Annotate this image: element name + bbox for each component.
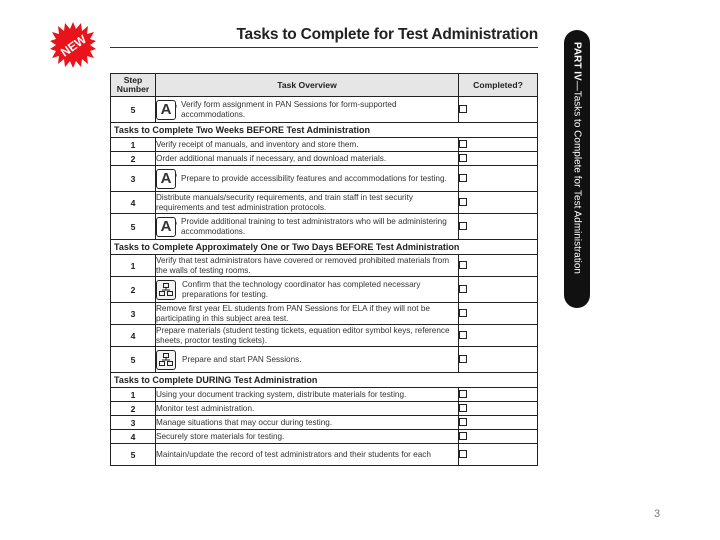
- section-title: Tasks to Complete Two Weeks BEFORE Test Administration: [111, 123, 538, 138]
- task-row: [111, 388, 538, 402]
- side-tab-title: —Tasks to Complete for Test Administration: [571, 80, 583, 274]
- technology-icon: [156, 280, 176, 300]
- task-row: [111, 430, 538, 444]
- completed-checkbox[interactable]: [459, 198, 467, 206]
- task-description: Prepare materials (student testing tickets, equation editor symbol keys, reference sheets, proctor testing tickets).: [156, 326, 450, 345]
- header-completed: Completed?: [459, 74, 538, 97]
- step-number: 1: [111, 255, 156, 277]
- step-number: 2: [111, 277, 156, 303]
- step-number: 4: [111, 430, 156, 444]
- step-number: 2: [111, 402, 156, 416]
- task-description: Using your document tracking system, distribute materials for testing.: [156, 389, 407, 399]
- step-number: 3: [111, 166, 156, 192]
- section-header-row: [111, 123, 538, 138]
- step-number: 4: [111, 325, 156, 347]
- side-tab-part: PART IV: [571, 42, 583, 81]
- task-row: [111, 444, 538, 466]
- completed-checkbox[interactable]: [459, 140, 467, 148]
- tasks-table: [110, 73, 538, 466]
- completed-checkbox[interactable]: [459, 309, 467, 317]
- header-step-number: Step Number: [111, 74, 156, 97]
- task-row: [111, 138, 538, 152]
- task-description: Maintain/update the record of test administrators and their students for each: [156, 449, 431, 459]
- step-number: 3: [111, 303, 156, 325]
- task-row: [111, 214, 538, 240]
- section-title: Tasks to Complete Approximately One or Two Days BEFORE Test Administration: [111, 240, 538, 255]
- section-title: Tasks to Complete DURING Test Administration: [111, 373, 538, 388]
- task-row: [111, 416, 538, 430]
- step-number: 5: [111, 97, 156, 123]
- accommodation-icon: A ))): [156, 169, 176, 189]
- task-description: Remove first year EL students from PAN Sessions for ELA if they will not be participating in this subject area test.: [156, 304, 430, 323]
- step-number: 5: [111, 214, 156, 240]
- task-description: Verify form assignment in PAN Sessions for form-supported accommodations.: [181, 100, 397, 119]
- task-description: Distribute manuals/security requirements, and train staff in test security requirements and test administration protocols.: [156, 193, 413, 212]
- title-divider: [110, 47, 538, 48]
- step-number: 5: [111, 444, 156, 466]
- task-description: Confirm that the technology coordinator has completed necessary preparations for testing.: [182, 280, 421, 299]
- task-row: [111, 97, 538, 123]
- section-header-row: [111, 240, 538, 255]
- completed-checkbox[interactable]: [459, 450, 467, 458]
- task-row: [111, 347, 538, 373]
- completed-checkbox[interactable]: [459, 432, 467, 440]
- task-row: [111, 277, 538, 303]
- completed-checkbox[interactable]: [459, 105, 467, 113]
- completed-checkbox[interactable]: [459, 154, 467, 162]
- technology-icon: [156, 350, 176, 370]
- task-description: Provide additional training to test administrators who will be administering accommodations.: [181, 217, 447, 236]
- page-number: 3: [654, 508, 661, 520]
- completed-checkbox[interactable]: [459, 261, 467, 269]
- task-row: [111, 192, 538, 214]
- step-number: 1: [111, 388, 156, 402]
- side-section-tab: [564, 30, 590, 308]
- page-title: Tasks to Complete for Test Administration: [236, 26, 538, 43]
- task-row: [111, 325, 538, 347]
- completed-checkbox[interactable]: [459, 285, 467, 293]
- task-row: [111, 152, 538, 166]
- header-task-overview: Task Overview: [156, 74, 459, 97]
- task-description: Verify receipt of manuals, and inventory and store them.: [156, 139, 359, 149]
- completed-checkbox[interactable]: [459, 174, 467, 182]
- completed-checkbox[interactable]: [459, 331, 467, 339]
- step-number: 4: [111, 192, 156, 214]
- step-number: 1: [111, 138, 156, 152]
- new-badge-icon: [50, 22, 96, 68]
- step-number: 3: [111, 416, 156, 430]
- section-header-row: [111, 373, 538, 388]
- completed-checkbox[interactable]: [459, 355, 467, 363]
- task-row: [111, 255, 538, 277]
- task-row: [111, 402, 538, 416]
- task-description: Verify that test administrators have covered or removed prohibited materials from the walls of testing rooms.: [156, 256, 450, 275]
- task-description: Prepare to provide accessibility features and accommodations for testing.: [181, 173, 447, 183]
- step-number: 2: [111, 152, 156, 166]
- new-badge-label: NEW: [58, 32, 90, 60]
- task-row: [111, 166, 538, 192]
- task-row: [111, 303, 538, 325]
- task-description: Order additional manuals if necessary, and download materials.: [156, 153, 387, 163]
- accommodation-icon: A ))): [156, 217, 176, 237]
- task-description: Manage situations that may occur during testing.: [156, 417, 333, 427]
- task-description: Securely store materials for testing.: [156, 431, 285, 441]
- completed-checkbox[interactable]: [459, 418, 467, 426]
- completed-checkbox[interactable]: [459, 222, 467, 230]
- task-description: Prepare and start PAN Sessions.: [182, 354, 302, 364]
- task-description: Monitor test administration.: [156, 403, 255, 413]
- completed-checkbox[interactable]: [459, 390, 467, 398]
- completed-checkbox[interactable]: [459, 404, 467, 412]
- step-number: 5: [111, 347, 156, 373]
- accommodation-icon: A ))): [156, 100, 176, 120]
